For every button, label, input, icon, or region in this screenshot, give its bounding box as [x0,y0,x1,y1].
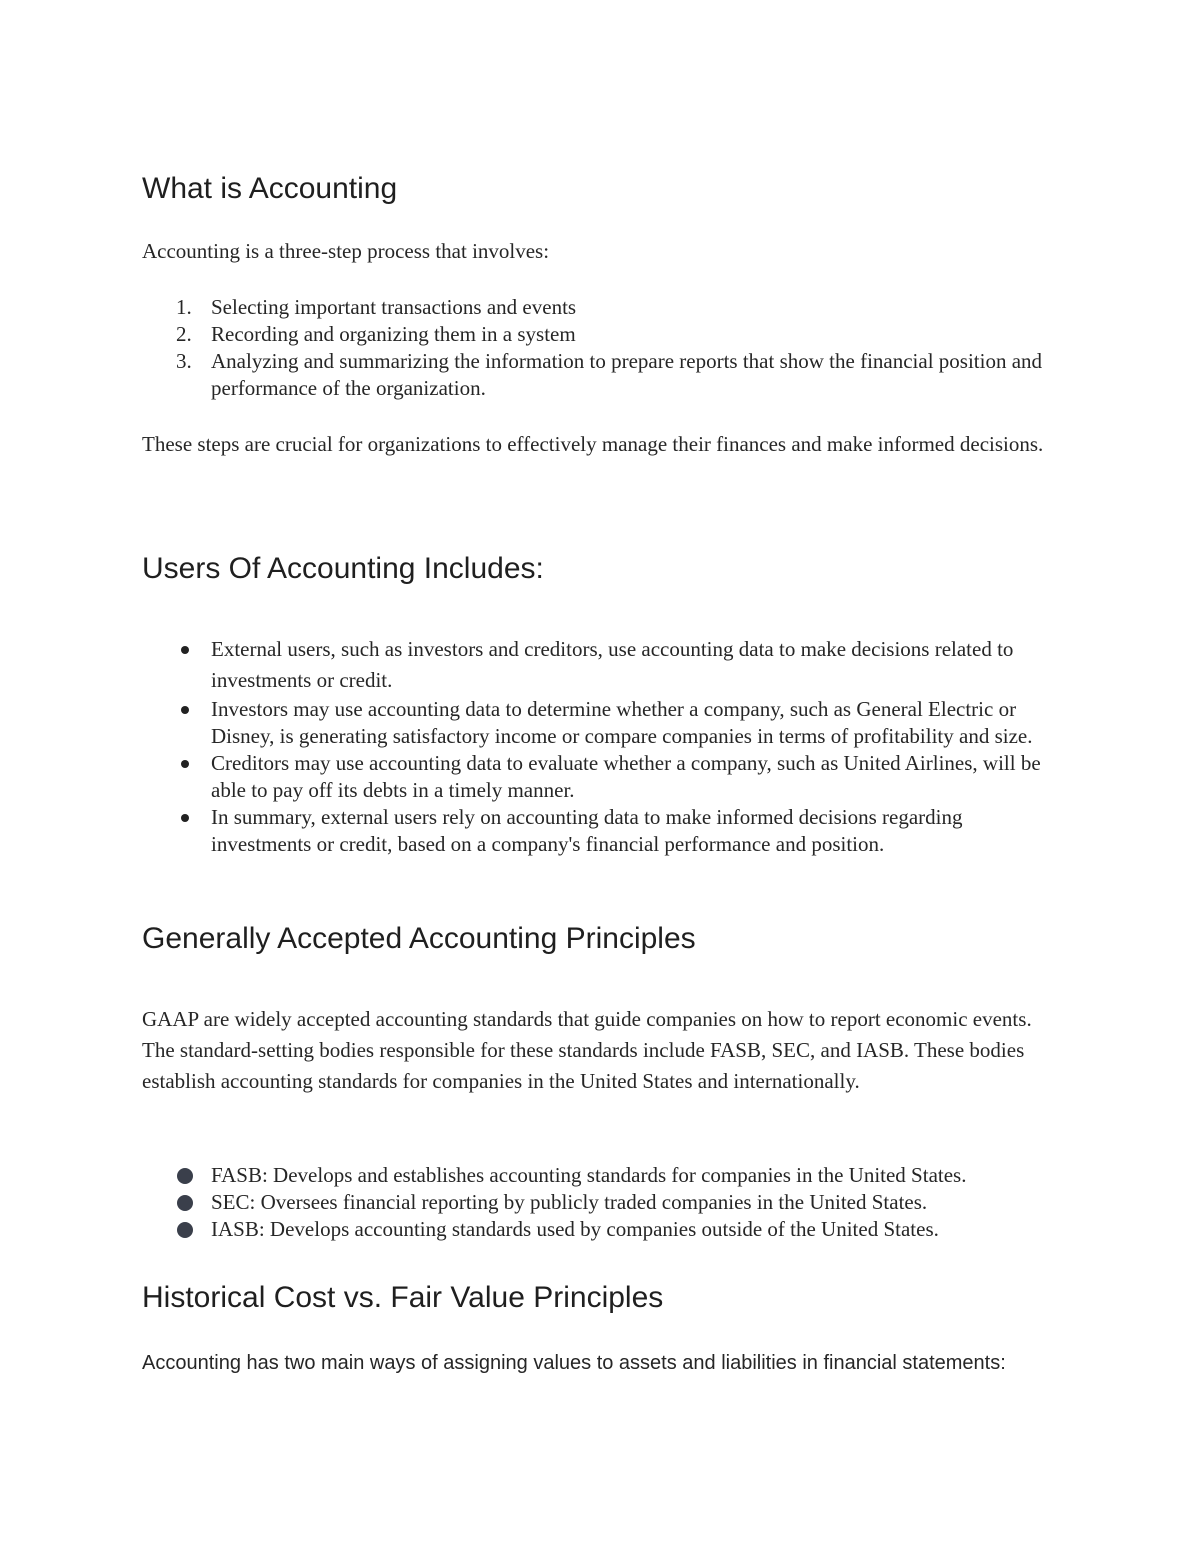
bullet-icon [177,1168,193,1184]
list-item-text: SEC: Oversees financial reporting by publicly traded companies in the United States. [211,1190,928,1214]
bullet-icon [177,1195,193,1211]
list-item [142,634,1057,696]
historical-cost-paragraph: Accounting has two main ways of assigning values to assets and liabilities in financial statements: [142,1352,1006,1374]
standard-bodies-list [142,1162,1057,1243]
steps-list [142,294,1057,402]
users-bullet-list [142,634,1057,858]
list-item-text: Creditors may use accounting data to evaluate whether a company, such as United Airlines, will be able to pay off its debts in a timely manner. [211,751,1041,802]
heading-users-of-accounting: Users Of Accounting Includes: [142,552,544,585]
list-item [142,321,1057,348]
list-item-text: External users, such as investors and creditors, use accounting data to make decisions related to investments or credit. [211,637,1014,692]
heading-historical-cost: Historical Cost vs. Fair Value Principles [142,1281,664,1314]
list-number: 2. [176,322,192,346]
list-item [142,1189,1057,1216]
list-item [142,804,1057,858]
list-item [142,696,1057,750]
bullet-icon [181,646,189,654]
list-item-text: Analyzing and summarizing the information to prepare reports that show the financial position and performance of the organization. [211,349,1043,400]
list-item [142,1216,1057,1243]
list-item [142,1162,1057,1189]
list-item-text: IASB: Develops accounting standards used by companies outside of the United States. [211,1217,939,1241]
list-number: 1. [176,295,192,319]
list-item-text: FASB: Develops and establishes accounting standards for companies in the United States. [211,1163,967,1187]
list-item-text: In summary, external users rely on accounting data to make informed decisions regarding investments or credit, based on a company's financial performance and position. [211,805,963,856]
bullet-icon [177,1222,193,1238]
conclusion-paragraph: These steps are crucial for organizations to effectively manage their finances and make informed decisions. [142,432,1044,456]
list-item-text: Recording and organizing them in a system [211,322,576,346]
heading-gaap: Generally Accepted Accounting Principles [142,922,696,955]
bullet-icon [181,706,189,714]
bullet-icon [181,814,189,822]
bullet-icon [181,760,189,768]
list-item-text: Investors may use accounting data to determine whether a company, such as General Electric or Disney, is generating satisfactory income or compare companies in terms of profitability and size. [211,697,1033,748]
heading-what-is-accounting: What is Accounting [142,172,398,205]
list-item [142,348,1057,402]
intro-paragraph: Accounting is a three-step process that involves: [142,239,550,263]
list-item [142,294,1057,321]
gaap-paragraph: GAAP are widely accepted accounting standards that guide companies on how to report economic events. The standard-setting bodies responsible for these standards include FASB, SEC, and IASB. These bodies establish accounting standards for companies in the United States and internationally. [142,1007,1032,1093]
list-number: 3. [176,349,192,373]
list-item [142,750,1057,804]
list-item-text: Selecting important transactions and events [211,295,577,319]
